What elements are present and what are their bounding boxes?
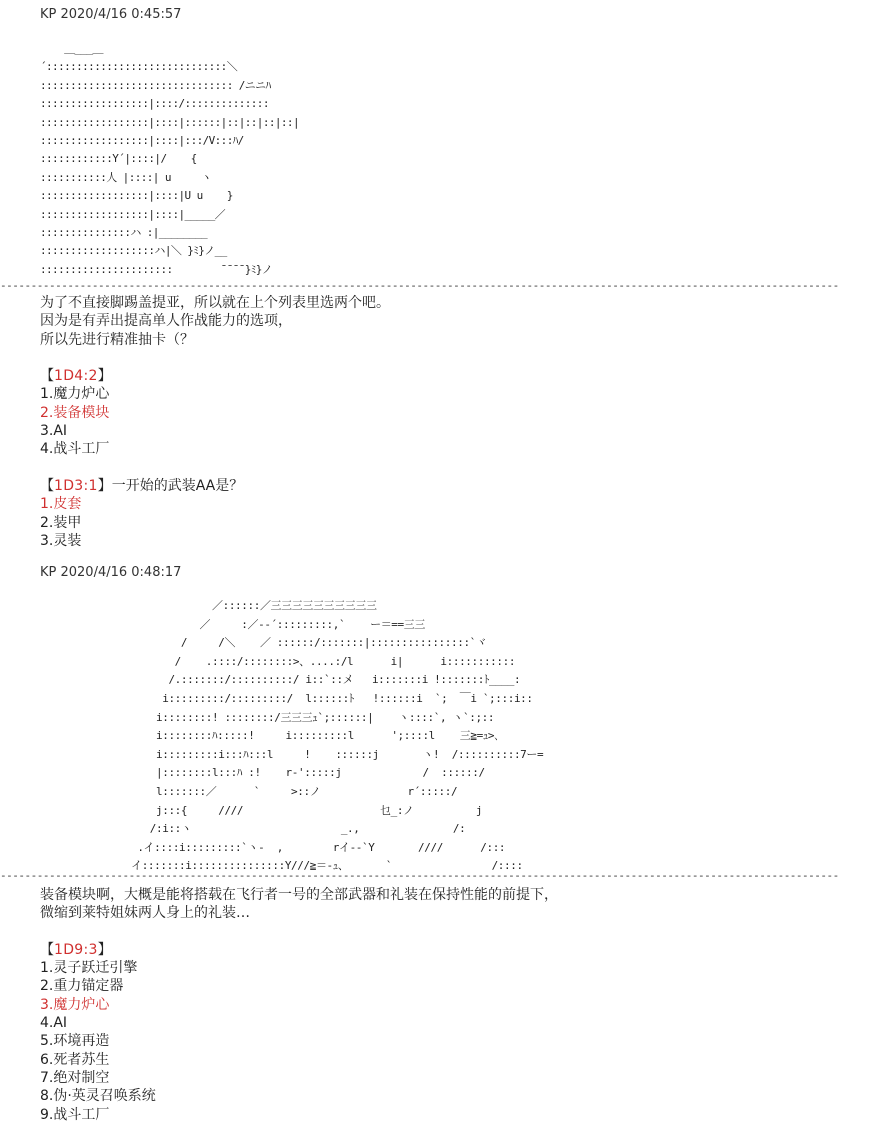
option-item: 9.战斗工厂 bbox=[40, 1106, 110, 1123]
option-item: 3.灵装 bbox=[40, 532, 82, 549]
option-item: 3.AI bbox=[40, 423, 68, 440]
option-item-selected: 1.皮套 bbox=[40, 496, 82, 513]
option-item: 4.AI bbox=[40, 1015, 68, 1032]
dice-roll-heading: 【1D3:1】一开始的武装AA是？ bbox=[40, 477, 244, 494]
post1-body bbox=[40, 294, 390, 550]
dice-roll-result: 1D4:2 bbox=[54, 368, 98, 385]
post-header-1: KP 2020/4/16 0:45:57 bbox=[40, 7, 182, 22]
paragraph-line: 为了不直接脚踢盖提亚，所以就在上个列表里选两个吧。 bbox=[40, 295, 390, 311]
option-item-selected: 2.装备模块 bbox=[40, 404, 110, 421]
option-item-selected: 3.魔力炉心 bbox=[40, 996, 110, 1013]
roll-question: 一开始的武装AA是？ bbox=[111, 477, 244, 494]
option-item: 2.装甲 bbox=[40, 514, 82, 531]
dice-roll-result: 1D9:3 bbox=[54, 941, 98, 958]
dice-roll-result: 1D3:1 bbox=[54, 477, 98, 494]
option-item: 8.伪·英灵召唤系统 bbox=[40, 1088, 156, 1105]
paragraph-line: 微缩到莱特姐妹两人身上的礼装… bbox=[40, 905, 250, 922]
divider-2: ‐‐‐‐‐‐‐‐‐‐‐‐‐‐‐‐‐‐‐‐‐‐‐‐‐‐‐‐‐‐‐‐‐‐‐‐‐‐‐‐‐‐‐‐‐‐‐‐‐‐‐‐‐‐‐‐‐‐‐‐‐‐‐‐‐‐‐‐‐‐‐‐‐‐‐‐‐‐‐‐‐‐‐‐‐‐‐‐‐‐‐‐‐‐‐‐‐‐‐‐‐‐‐‐‐‐‐‐‐‐‐‐‐‐‐‐‐‐‐‐‐‐‐‐‐‐‐‐‐‐‐‐‐‐‐‐‐ bbox=[0, 869, 839, 882]
option-item: 2.重力锚定器 bbox=[40, 978, 124, 995]
post2-body bbox=[40, 886, 558, 1124]
post-header-2: KP 2020/4/16 0:48:17 bbox=[40, 565, 182, 580]
ascii-art-character-2: ／::::::／三三三三三三三三三三 ／ :／-‐´:::::::::,` ー＝==三三 / /＼ ／ ::::::/:::::::|::::::::::::::::`ヾ / .::::/::::::::>、....:/l i| i::::::::::: /.:::::::/::::::::::/ i::`::メ i:::::::i !:::::::ﾄ____: i:::::::::/:::::::::/ l::::::ﾄ !::::::i `; ￣i `;:::i:: i::::::::! ::::::::/三三三ｭ`;::::::| ヽ::::`, ヽ`:;:: i::::::::ﾊ:::::! i:::::::::l ';::::l 三≧=ｭ>､ i:::::::::i:::ﾊ:::l ! ::::::j ヽ! /::::::::::7ー= |::::::::l:::ﾊ :! r‐':::::j / ::::::/ l:::::::／ ` >::ノ r´:::::/ j:::{ //// 乜_:ノ j /:i::ヽ _., /: .イ::::i:::::::::`ヽ- , rイ-‐`Y //// /::: イ:::::::i:::::::::::::::Y///≧＝-ｭ、 ` /:::: bbox=[131, 599, 544, 873]
paragraph-line: 所以先进行精准抽卡（？ bbox=[40, 331, 194, 348]
divider-1: ‐‐‐‐‐‐‐‐‐‐‐‐‐‐‐‐‐‐‐‐‐‐‐‐‐‐‐‐‐‐‐‐‐‐‐‐‐‐‐‐‐‐‐‐‐‐‐‐‐‐‐‐‐‐‐‐‐‐‐‐‐‐‐‐‐‐‐‐‐‐‐‐‐‐‐‐‐‐‐‐‐‐‐‐‐‐‐‐‐‐‐‐‐‐‐‐‐‐‐‐‐‐‐‐‐‐‐‐‐‐‐‐‐‐‐‐‐‐‐‐‐‐‐‐‐‐‐‐‐‐‐‐‐‐‐‐‐ bbox=[0, 279, 839, 292]
option-item: 5.环境再造 bbox=[40, 1033, 110, 1050]
option-item: 1.魔力炉心 bbox=[40, 386, 110, 403]
option-item: 4.战斗工厂 bbox=[40, 441, 110, 458]
paragraph-line: 装备模块啊，大概是能将搭载在飞行者一号的全部武器和礼装在保持性能的前提下， bbox=[40, 887, 558, 903]
option-item: 1.灵子跃迁引擎 bbox=[40, 960, 138, 977]
option-item: 7.绝对制空 bbox=[40, 1069, 110, 1086]
dice-roll-heading: 【1D9:3】 bbox=[40, 941, 112, 958]
option-item: 6.死者苏生 bbox=[40, 1051, 110, 1068]
dice-roll-heading: 【1D4:2】 bbox=[40, 368, 112, 385]
paragraph-line: 因为是有弄出提高单人作战能力的选项， bbox=[40, 313, 292, 330]
ascii-art-character-1: ＿___＿ ´::::::::::::::::::::::::::::::＼ :::::::::::::::::::::::::::::::: /ニニﾊ ::::::::::::::::::|::::/:::::::::::::: ::::::::::::::::::|::::|::::::|::|::|::|::| ::::::::::::::::::|::::|:::/V:::ﾊ/ ::::::::::::Y´|::::|/ { :::::::::::人 |::::| u ヽ ::::::::::::::::::|::::|U u } ::::::::::::::::::|::::|_____／ :::::::::::::::ハ :|________ :::::::::::::::::::ハ|＼ }ﾐ}ノ__ :::::::::::::::::::::: ¯¯¯¯}ﾐ}ノ bbox=[40, 42, 299, 276]
